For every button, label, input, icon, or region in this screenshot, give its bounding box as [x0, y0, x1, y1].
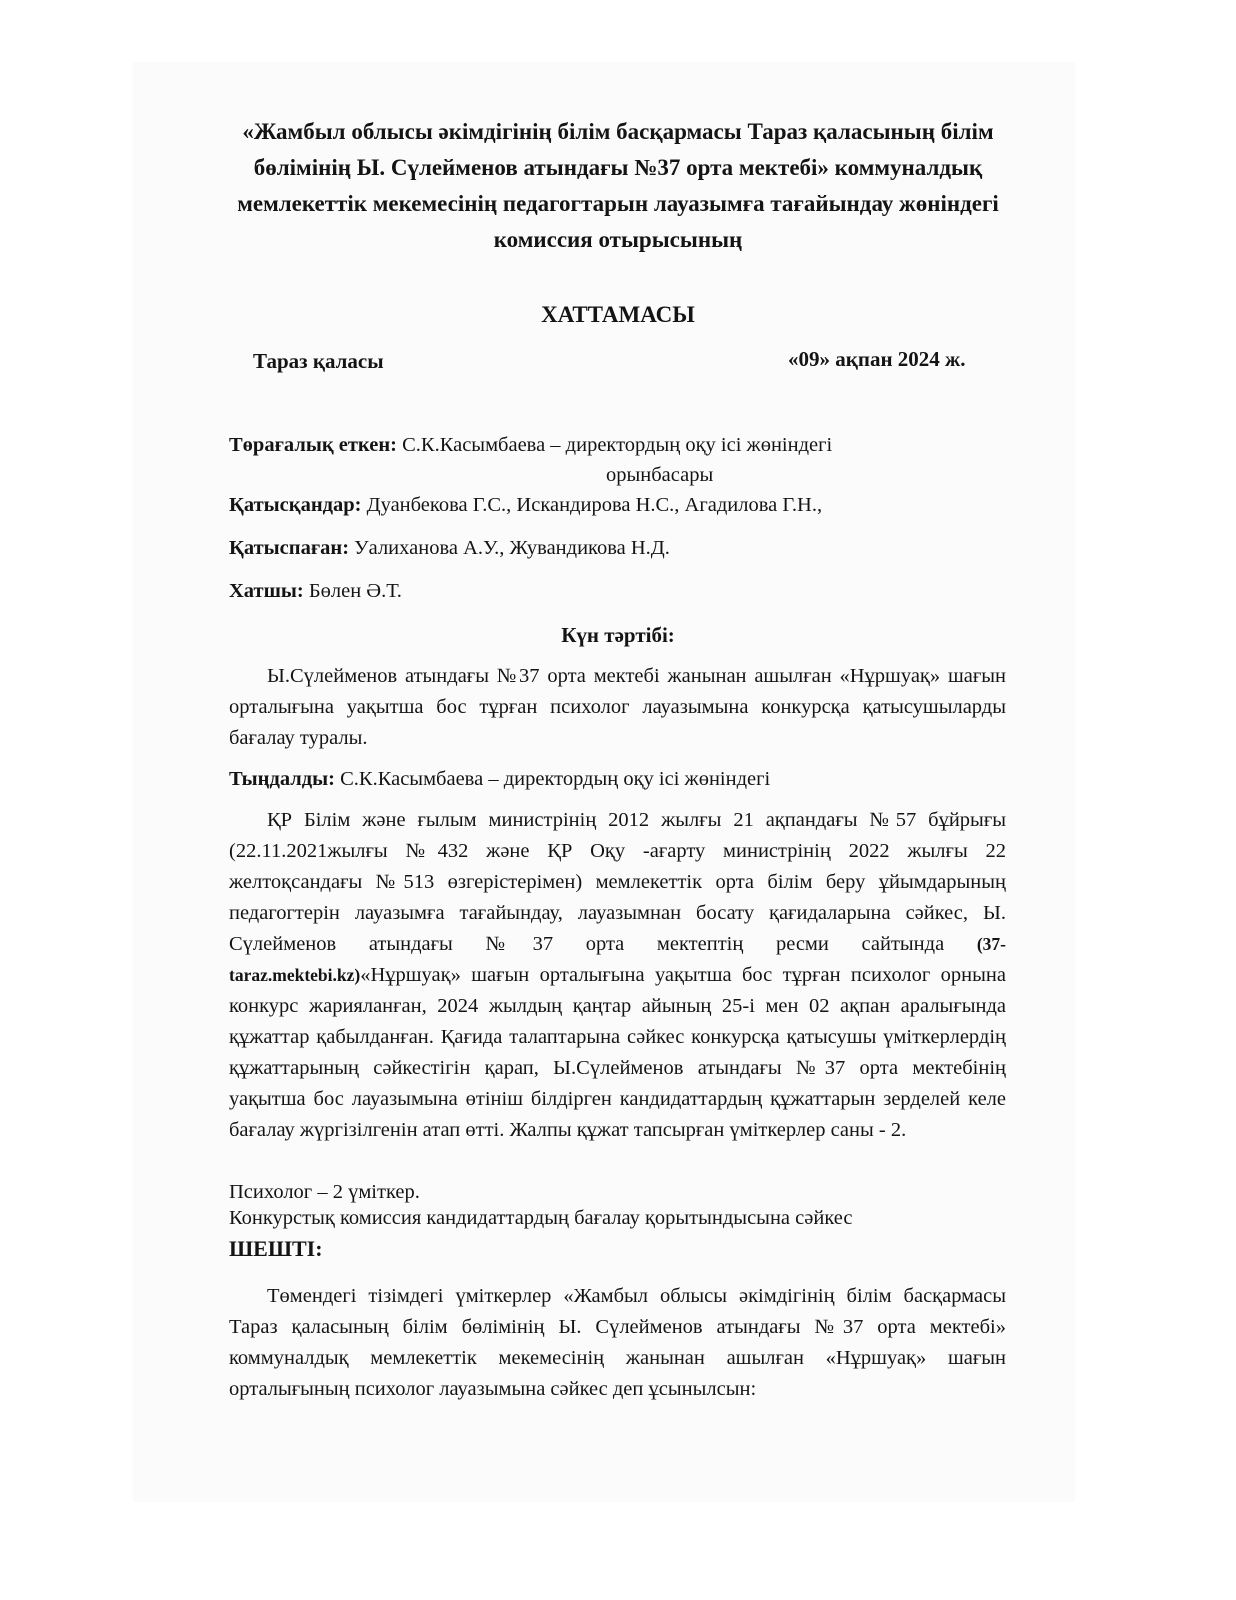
attendees-line	[229, 494, 822, 517]
secretary-line	[229, 580, 402, 603]
absent-value: Уалиханова А.У., Жувандикова Н.Д.	[354, 537, 670, 559]
absent-label: Қатыспаған:	[229, 537, 350, 559]
commission-line: Конкурстық комиссия кандидаттардың бағалау қорытындысына сәйкес	[229, 1207, 853, 1229]
chair-value-continuation: орынбасары	[606, 464, 714, 486]
main-paragraph	[229, 805, 1006, 1146]
main-paragraph-text-1: ҚР Білім және ғылым министрінің 2012 жылғы 21 ақпандағы №57 бұйрығы (22.11.2021жылғы №432 және ҚР Оқу -ағарту министрінің 2022 жылғы 22 желтоқсандағы №513 өзгерістерімен) мемлекеттік орта білім беру ұйымдарының педагогтерін лауазымға тағайындау, лауазымнан босату қағидаларына сәйкес, Ы. Сүлейменов атындағы №37 орта мектептің ресми сайтында	[229, 809, 1006, 955]
place-label: Тараз қаласы	[253, 349, 384, 373]
agenda-paragraph: Ы.Сүлейменов атындағы №37 орта мектебі жанынан ашылған «Нұршуақ» шағын орталығына уақытша бос тұрған психолог лауазымына конкурсқа қатысушыларды бағалау туралы.	[229, 665, 1006, 749]
main-paragraph-text-2: «Нұршуақ» шағын орталығына уақытша бос тұрған психолог орнына конкурс жарияланған, 2024 жылдың қаңтар айының 25-і мен 02 ақпан аралығында құжаттар қабылданған. Қағида талаптарына сәйкес конкурсқа қатысушы үміткерлердің құжаттарының сәйкестігін қарап, Ы.Сүлейменов атындағы №37 орта мектебінің уақытша бос лауазымына өтініш білдірген кандидаттардың құжаттарын зерделей келе бағалау жүргізілгенін атап өтті. Жалпы құжат тапсырған үміткерлер саны - 2.	[229, 964, 1006, 1141]
date-label: «09» ақпан 2024 ж.	[788, 347, 966, 371]
secretary-value: Бөлен Ә.Т.	[308, 580, 402, 602]
absent-line	[229, 537, 670, 560]
heard-line	[229, 768, 770, 791]
decision-label: ШЕШТІ:	[229, 1236, 323, 1261]
agenda-title: Күн тәртібі:	[561, 623, 675, 647]
chair-value: С.К.Касымбаева – директордың оқу ісі жөніндегі	[402, 434, 833, 456]
psychologist-count-line: Психолог – 2 үміткер.	[229, 1181, 420, 1203]
heard-value: С.К.Касымбаева – директордың оқу ісі жөніндегі	[340, 768, 771, 790]
attendees-value: Дуанбекова Г.С., Искандирова Н.С., Агадилова Г.Н.,	[366, 494, 823, 516]
decision-paragraph: Төмендегі тізімдегі үміткерлер «Жамбыл облысы әкімдігінің білім басқармасы Тараз қаласының білім бөлімінің Ы. Сүлейменов атындағы №37 орта мектебі» коммуналдық мемлекеттік мекемесінің жанынан ашылған «Нұршуақ» шағын орталығының психолог лауазымына сәйкес деп ұсынылсын:	[229, 1285, 1006, 1400]
school-website-link: (37-taraz.mektebi.kz)	[229, 934, 1006, 985]
document-title: ХАТТАМАСЫ	[541, 302, 695, 327]
attendees-label: Қатысқандар:	[229, 494, 362, 516]
chair-line	[229, 434, 832, 457]
chair-label: Төрағалық еткен:	[229, 434, 397, 456]
secretary-label: Хатшы:	[229, 580, 304, 602]
heard-label: Тыңдалды:	[229, 768, 335, 790]
document-header: «Жамбыл облысы әкімдігінің білім басқармасы Тараз қаласының білім бөлімінің Ы. Сүлейменов атындағы №37 орта мектебі» коммуналдық мемлекеттік мекемесінің педагогтарын лауазымға тағайындау жөніндегі комиссия отырысының	[237, 119, 999, 252]
